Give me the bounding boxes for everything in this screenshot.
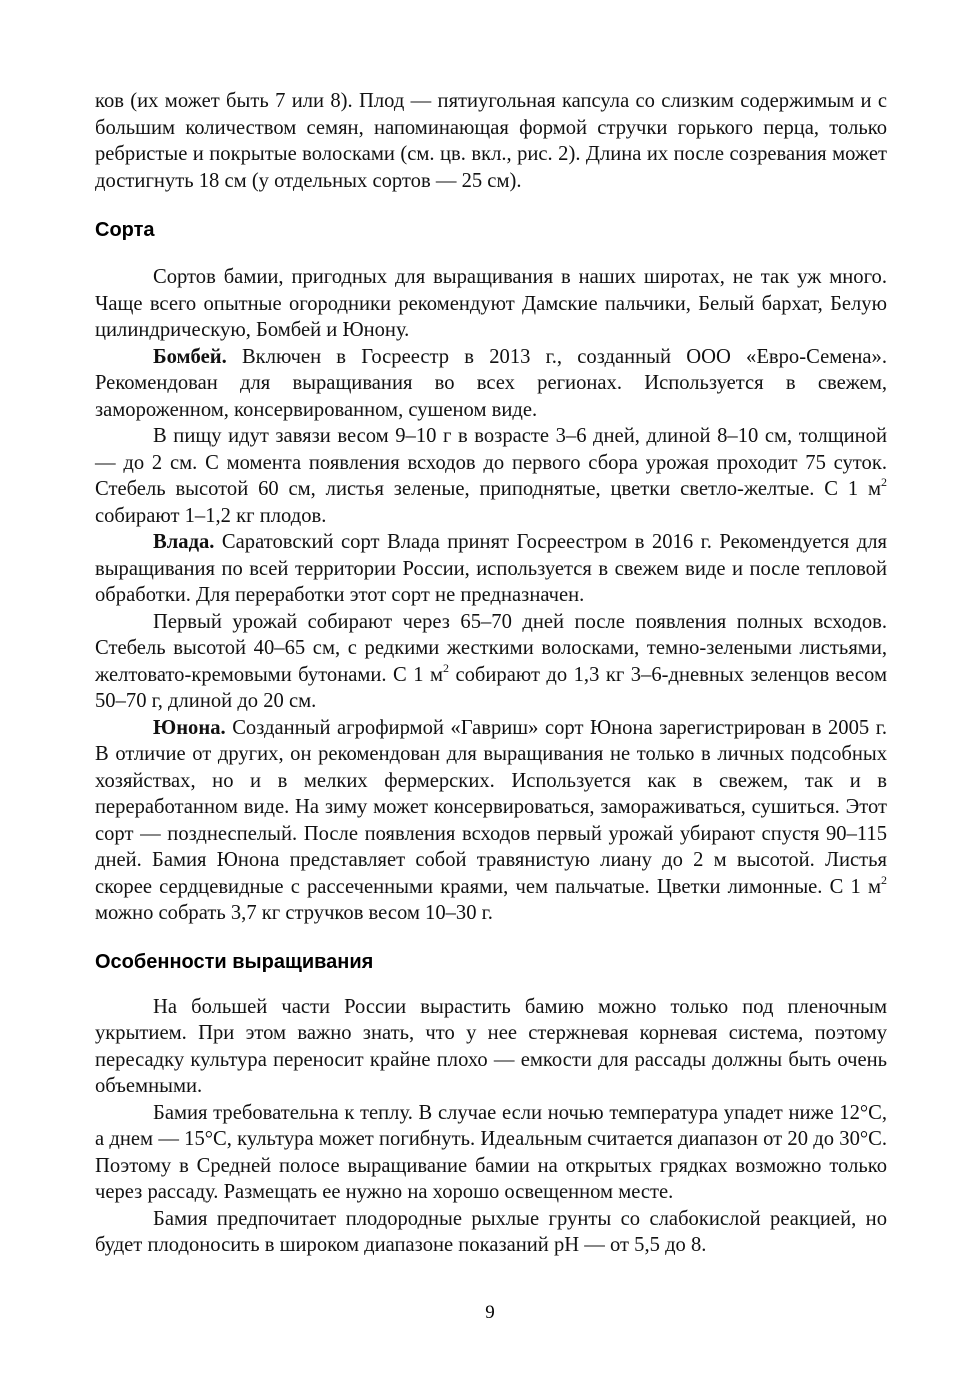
section-heading-growing: Особенности выращивания (95, 950, 374, 973)
bombay-details-tail: собирают 1–1,2 кг плодов. (95, 504, 327, 527)
variety-name-bombay: Бомбей. (153, 345, 227, 368)
yunona-text-tail: можно собрать 3,7 кг стручков весом 10–30 г. (95, 902, 493, 924)
intro-paragraph: ков (их может быть 7 или 8). Плод — пятиугольная капсула со слизким содержимым и с большим количеством семян, напоминающая формой стручки горького перца, только ребристые и покрытые волосками (см. цв. вкл., рис. 2). Длина их после созревания может достигнуть 18 см (у отдельных сортов — 25 см). (95, 90, 887, 192)
vlada-details-text: Первый урожай собирают через 65–70 дней после появления полных всходов. Стебель высотой 40–65 см, с редкими жесткими волосками, темно-зелеными листьями, желтовато-кремовыми бутонами. С 1 м (95, 610, 887, 686)
yunona-text: Созданный агрофирмой «Гавриш» сорт Юнона зарегистрирован в 2005 г. В отличие от других, он рекомендован для выращивания не только в личных подсобных хозяйствах, но и в мелких фермерских. Используется как в свежем, так и в переработанном виде. На зиму может консервироваться, замораживаться, сушиться. Этот сорт — позднеспелый. После появления всходов первый урожай убирают спустя 90–115 дней. Бамия Юнона представляет собой травянистую лиану до 2 м высотой. Листья скорее сердцевидные с рассеченными краями, чем пальчатые. Цветки лимонные. С 1 м (95, 716, 887, 898)
variety-yunona-paragraph (95, 715, 887, 927)
variety-vlada-details (95, 609, 887, 715)
variety-vlada-paragraph (95, 529, 887, 609)
page-number: 9 (485, 1302, 495, 1323)
page-body (95, 88, 887, 1259)
section-heading-varieties: Сорта (95, 219, 155, 241)
variety-bombay-details (95, 423, 887, 529)
growing-paragraph-2: Бамия требовательна к теплу. В случае если ночью температура упадет ниже 12°С, а днем — 15°С, культура может погибнуть. Идеальным считается диапазон от 20 до 30°С. Поэтому в Средней полосе выращивание бамии на открытых грядках возможно только через рассаду. Размещать ее нужно на хорошо освещенном месте. (95, 1101, 887, 1203)
variety-name-yunona: Юнона. (153, 716, 226, 739)
variety-vlada-text: Саратовский сорт Влада принят Госреестром в 2016 г. Рекомендуется для выращивания по всей территории России, используется в свежем виде и после тепловой обработки. Для переработки этот сорт не предназначен. (95, 531, 887, 606)
superscript: 2 (881, 872, 887, 887)
varieties-intro-paragraph: Сортов бамии, пригодных для выращивания в наших широтах, не так уж много. Чаще всего опытные огородники рекомендуют Дамские пальчики, Белый бархат, Белую цилиндрическую, Бомбей и Юнону. (95, 266, 887, 341)
variety-name-vlada: Влада. (153, 531, 215, 553)
superscript: 2 (443, 660, 449, 675)
variety-bombay-paragraph (95, 344, 887, 424)
growing-paragraph-1: На большей части России вырастить бамию можно только под пленочным укрытием. При этом важно знать, что у нее стержневая корневая система, поэтому пересадку культура переносит крайне плохо — емкости для рассады должны быть очень объемными. (95, 995, 887, 1097)
superscript: 2 (881, 475, 887, 490)
vlada-details-tail: собирают до 1,3 кг 3–6-дневных зеленцов весом 50–70 г, длиной до 20 см. (95, 663, 887, 712)
bombay-details-text: В пищу идут завязи весом 9–10 г в возрасте 3–6 дней, длиной 8–10 см, толщиной — до 2 см. С момента появления всходов до первого сбора урожая проходит 75 суток. Стебель высотой 60 см, листья зеленые, приподнятые, цветки светло-желтые. С 1 м (95, 425, 887, 500)
variety-bombay-text: Включен в Госреестр в 2013 г., созданный ООО «Евро-Семена». Рекомендован для выращивания во всех регионах. Используется в свежем, замороженном, консервированном, сушеном виде. (95, 345, 887, 421)
growing-paragraph-3: Бамия предпочитает плодородные рыхлые грунты со слабокислой реакцией, но будет плодоносить в широком диапазоне показаний pH — от 5,5 до 8. (95, 1207, 887, 1256)
